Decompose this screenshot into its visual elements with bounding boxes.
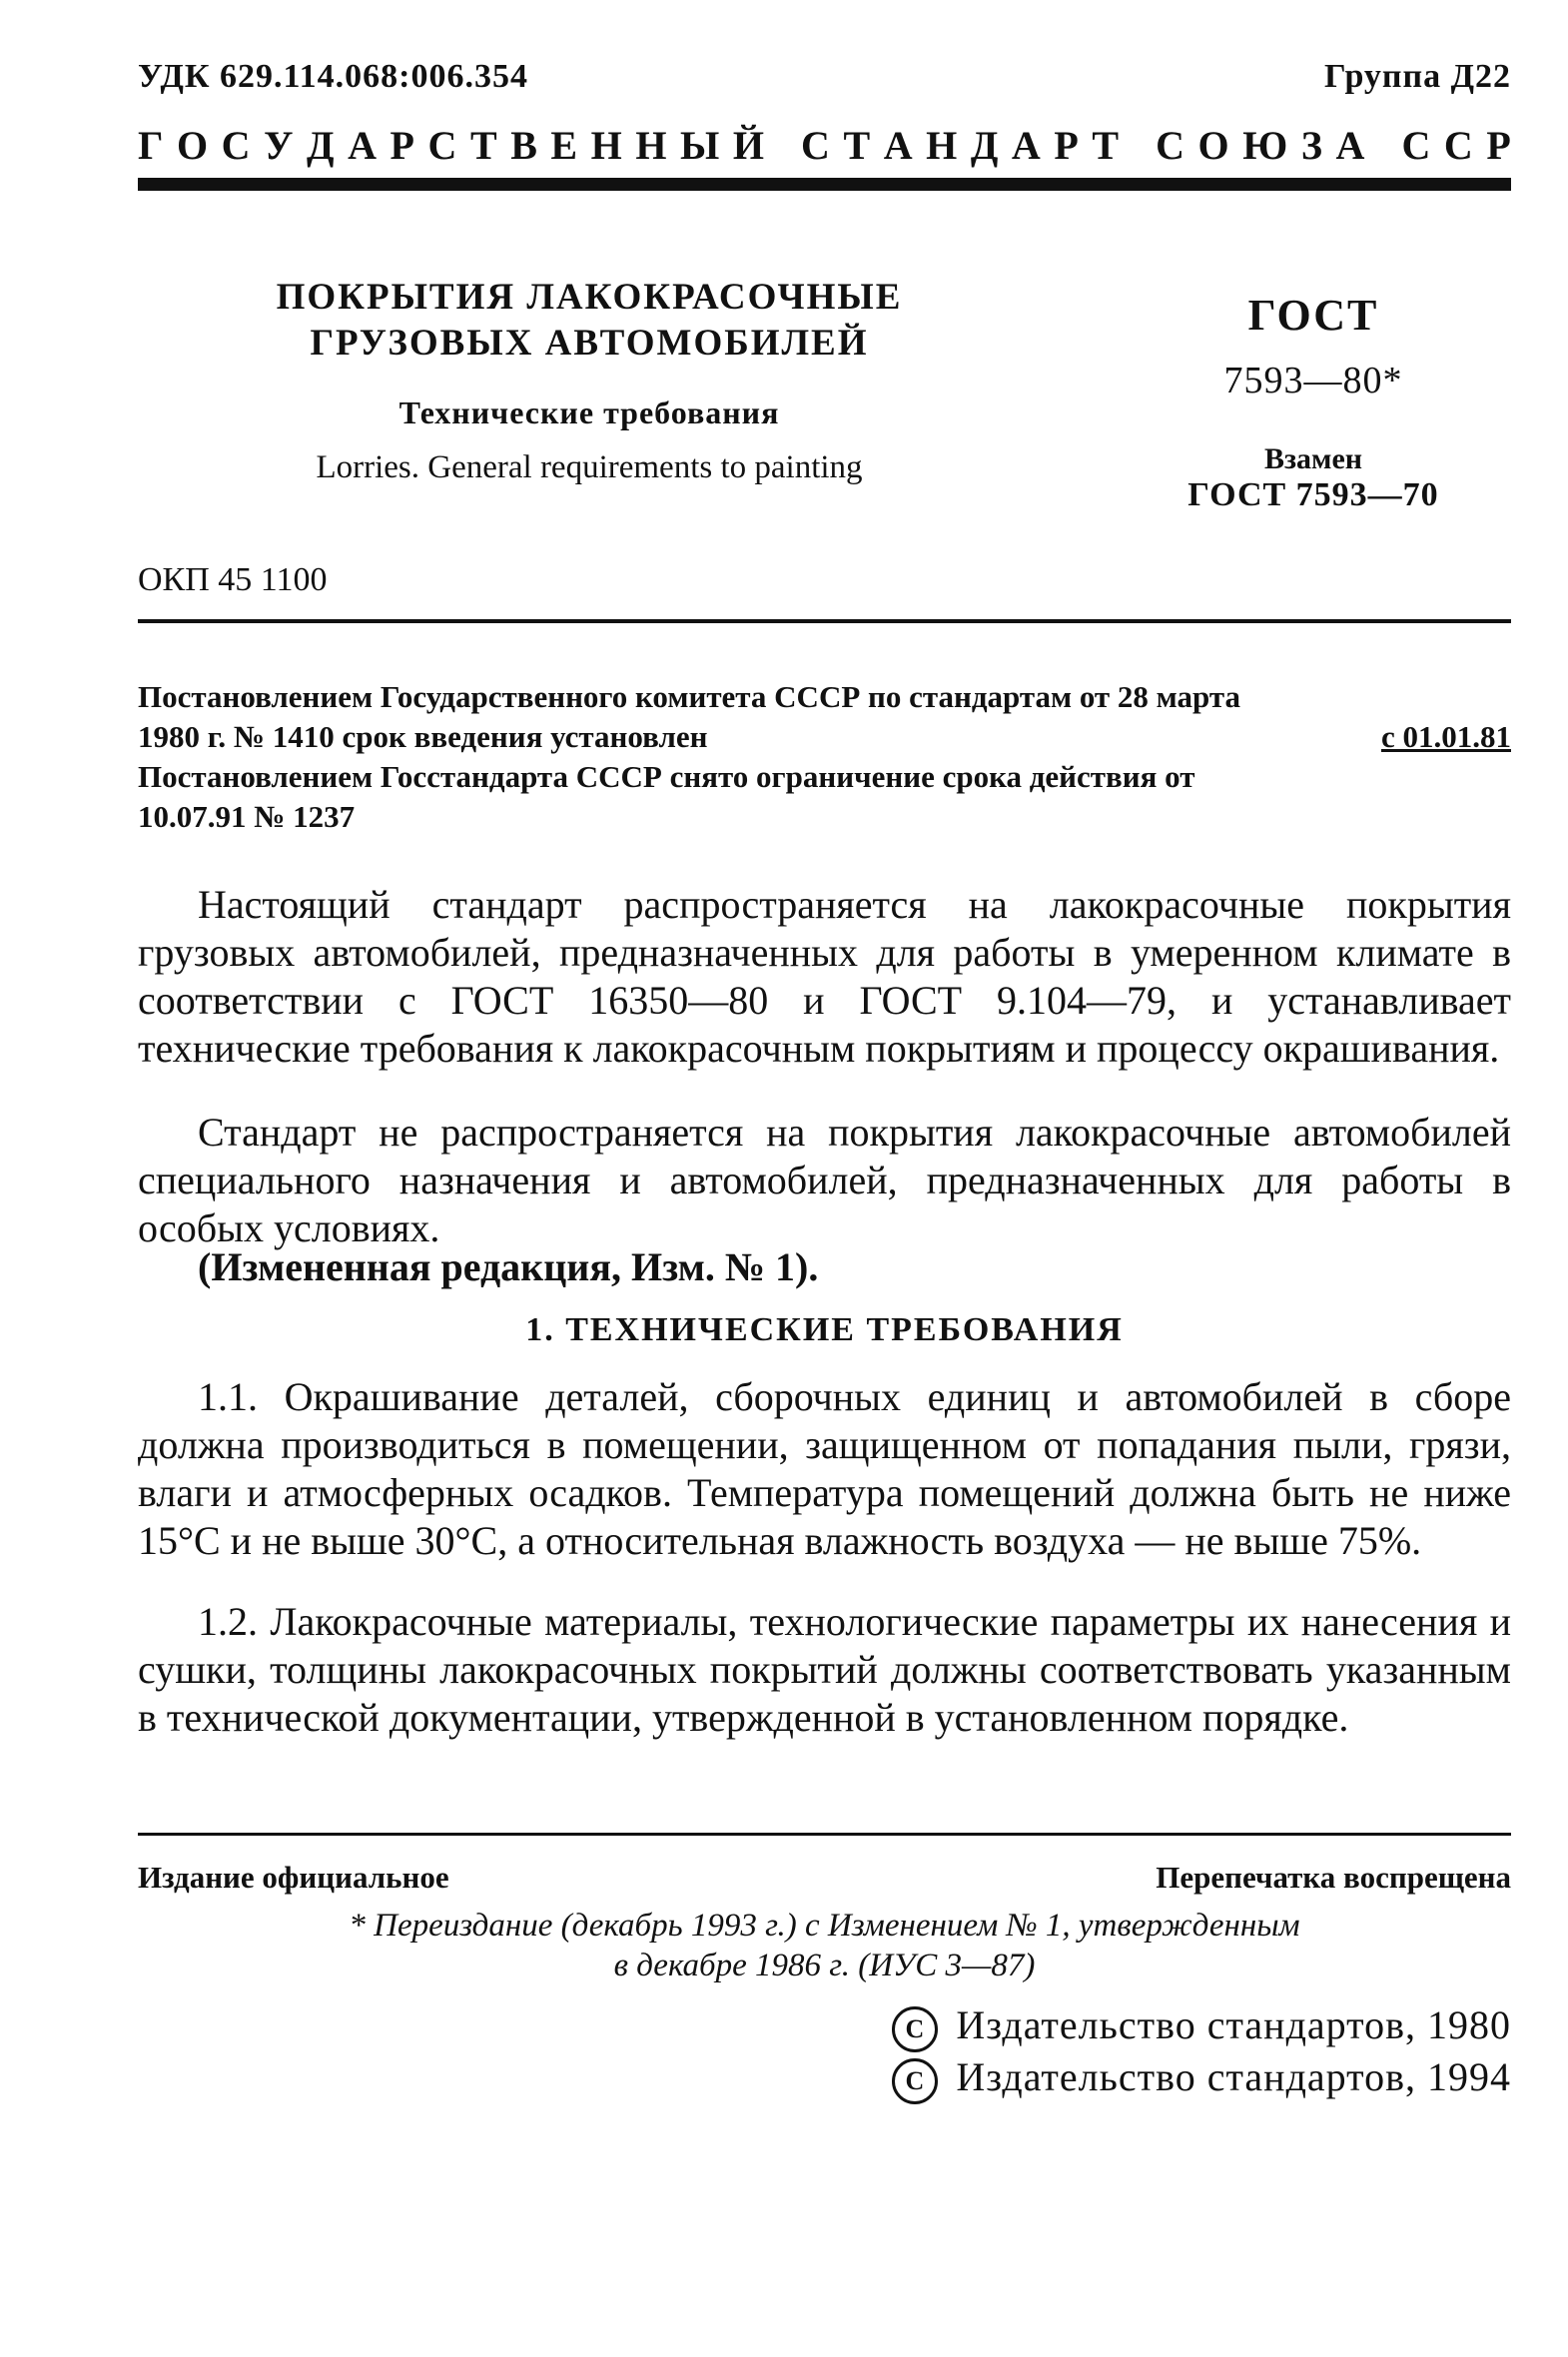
gost-number: 7593—80* bbox=[1223, 360, 1403, 401]
state-standard-heading bbox=[138, 122, 1511, 169]
title-line-1: ПОКРЫТИЯ ЛАКОКРАСОЧНЫЕ bbox=[276, 277, 903, 318]
decree-line-3: Постановлением Госстандарта СССР снято ограничение срока действия от bbox=[138, 759, 1195, 794]
state-heading-letter: А bbox=[1335, 123, 1365, 168]
reissue-note bbox=[138, 1906, 1511, 1985]
state-heading-letter: Р bbox=[390, 123, 414, 168]
state-heading-letter: А bbox=[1011, 123, 1041, 168]
amendment-note: (Измененная редакция, Изм. № 1). bbox=[198, 1244, 819, 1289]
decree-effective-date: с 01.01.81 bbox=[1380, 719, 1511, 754]
state-heading-letter: С bbox=[1156, 123, 1184, 168]
group-code: Группа Д22 bbox=[1323, 58, 1511, 95]
state-heading-letter bbox=[1378, 122, 1388, 169]
intro-paragraph-2: Стандарт не распространяется на покрытия лакокрасочные автомобилей специального назначения и автомобилей, предназначенных для работы в особых условиях. bbox=[138, 1110, 1511, 1250]
copyright-1980 bbox=[892, 2001, 1511, 2052]
state-heading-letter: Р bbox=[1054, 123, 1079, 168]
state-heading-letter: Й bbox=[732, 123, 764, 168]
section-heading: 1. ТЕХНИЧЕСКИЕ ТРЕБОВАНИЯ bbox=[525, 1311, 1124, 1348]
header-rule bbox=[138, 178, 1511, 191]
state-heading-letter: Т bbox=[843, 123, 871, 168]
state-heading-letter: Т bbox=[1092, 123, 1120, 168]
copyright-1994 bbox=[892, 2053, 1511, 2104]
state-heading-letter bbox=[1133, 122, 1143, 169]
state-heading-letter: А bbox=[883, 123, 913, 168]
clause-1-1: 1.1. Окрашивание деталей, сборочных единиц и автомобилей в сборе должна производиться в помещении, защищенном от попадания пыли, грязи, влаги и атмосферных осадков. Температура помещений должна быть не ниже 15°С и не выше 30°С, а относительная влажность воздуха — не выше 75%. bbox=[138, 1374, 1511, 1563]
state-heading-letter: Д bbox=[307, 123, 335, 168]
state-heading-letter: У bbox=[264, 123, 294, 168]
copyright-1994-text: Издательство стандартов, 1994 bbox=[956, 2054, 1511, 2099]
title-english: Lorries. General requirements to painting bbox=[316, 449, 863, 485]
state-heading-letter: А bbox=[348, 123, 377, 168]
state-heading-letter: С bbox=[801, 123, 830, 168]
reissue-line-1: * Переиздание (декабрь 1993 г.) с Изменением № 1, утвержденным bbox=[349, 1908, 1300, 1944]
state-heading-letter: Н bbox=[635, 123, 667, 168]
state-heading-letter: Е bbox=[550, 123, 578, 168]
gost-block bbox=[1149, 290, 1478, 514]
state-heading-letter: С bbox=[1401, 123, 1431, 168]
decree-line-2 bbox=[138, 717, 1511, 757]
copyright-1980-text: Издательство стандартов, 1980 bbox=[956, 2002, 1511, 2047]
replaces-standard: ГОСТ 7593—70 bbox=[1187, 476, 1439, 513]
state-heading-letter: Т bbox=[469, 123, 497, 168]
gost-word: ГОСТ bbox=[1247, 291, 1379, 340]
title-line-2: ГРУЗОВЫХ АВТОМОБИЛЕЙ bbox=[310, 323, 869, 364]
state-heading-letter: Н bbox=[926, 123, 958, 168]
state-heading-letter: С bbox=[427, 123, 457, 168]
udk-code: УДК 629.114.068:006.354 bbox=[138, 58, 529, 95]
state-heading-letter: Ю bbox=[1242, 123, 1288, 168]
copyright-icon: C bbox=[892, 2006, 938, 2052]
reissue-line-2: в декабре 1986 г. (ИУС 3—87) bbox=[613, 1948, 1036, 1983]
state-heading-letter: О bbox=[1197, 123, 1229, 168]
official-edition: Издание официальное bbox=[138, 1860, 449, 1895]
state-heading-letter: Р bbox=[1486, 123, 1511, 168]
state-heading-letter: Н bbox=[590, 123, 622, 168]
decree-block bbox=[138, 677, 1511, 837]
state-heading-letter: В bbox=[510, 123, 537, 168]
state-heading-letter: Д bbox=[970, 123, 999, 168]
decree-line-1: Постановлением Государственного комитета СССР по стандартам от 28 марта bbox=[138, 679, 1240, 714]
decree-line-2-left: 1980 г. № 1410 срок введения установлен bbox=[138, 719, 708, 754]
title-subtitle: Технические требования bbox=[398, 394, 780, 430]
okp-code: ОКП 45 1100 bbox=[138, 561, 328, 598]
title-block bbox=[230, 275, 949, 486]
section-rule bbox=[138, 619, 1511, 623]
no-reprint-notice: Перепечатка воспрещена bbox=[1156, 1860, 1511, 1895]
replaces-label: Взамен bbox=[1263, 442, 1363, 475]
state-heading-letter: Г bbox=[138, 123, 164, 168]
state-heading-letter: Ы bbox=[680, 123, 720, 168]
state-heading-letter: С bbox=[221, 123, 251, 168]
clause-1-2: 1.2. Лакокрасочные материалы, технологические параметры их нанесения и сушки, толщины лакокрасочных покрытий должны соответствовать указанным в технической документации, утвержденной в установленном порядке. bbox=[138, 1599, 1511, 1740]
state-heading-letter: О bbox=[177, 123, 209, 168]
state-heading-letter: С bbox=[1443, 123, 1473, 168]
decree-line-4: 10.07.91 № 1237 bbox=[138, 799, 356, 834]
state-heading-letter bbox=[778, 122, 788, 169]
footer-rule bbox=[138, 1833, 1511, 1836]
intro-paragraph-1: Настоящий стандарт распространяется на лакокрасочные покрытия грузовых автомобилей, предназначенных для работы в умеренном климате в соответствии с ГОСТ 16350—80 и ГОСТ 9.104—79, и устанавливает технические требования к лакокрасочным покрытиям и процессу окрашивания. bbox=[138, 882, 1511, 1071]
state-heading-letter: З bbox=[1300, 123, 1322, 168]
copyright-icon: C bbox=[892, 2058, 938, 2104]
